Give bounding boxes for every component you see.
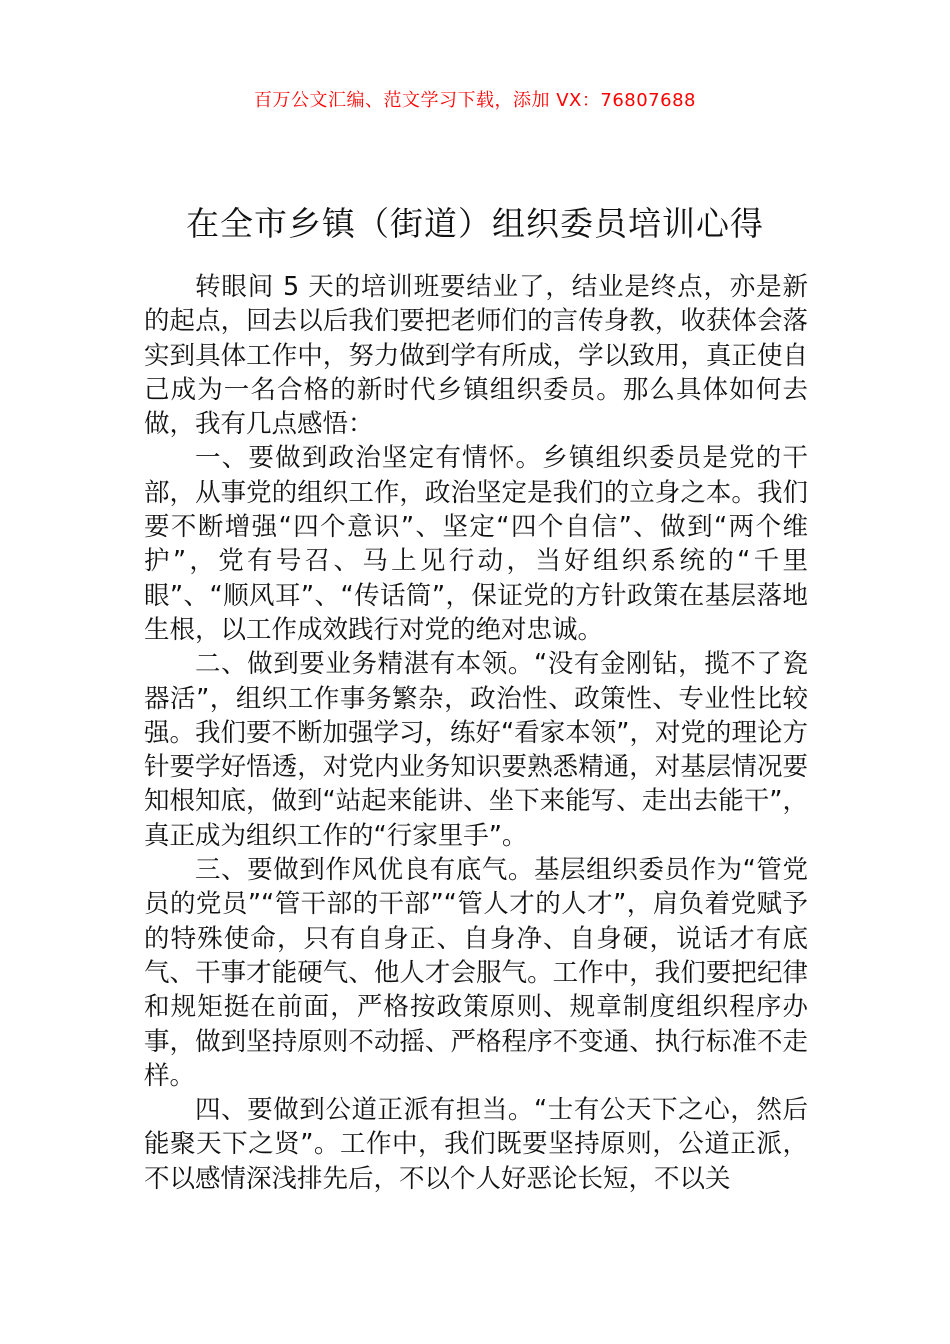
download-notice: 百万公文汇编、范文学习下载，添加 VX：76807688 xyxy=(254,90,696,111)
page-title: 在全市乡镇（街道）组织委员培训心得 xyxy=(186,204,764,244)
paragraph-intro: 转眼间 5 天的培训班要结业了，结业是终点，亦是新的起点，回去以后我们要把老师们的言传身教，收获体会落实到具体工作中，努力做到学有所成，学以致用，真正使自己成为一名合格的新时代乡镇组织委员。那么具体如何去做，我有几点感悟： xyxy=(144,272,808,440)
document-body xyxy=(144,270,808,1196)
paragraph-point-two: 二、做到要业务精湛有本领。“没有金刚钻，揽不了瓷器活”，组织工作事务繁杂，政治性、政策性、专业性比较强。我们要不断加强学习，练好“看家本领”，对党的理论方针要学好悟透，对党内业务知识要熟悉精通，对基层情况要知根知底，做到“站起来能讲、坐下来能写、走出去能干”，真正成为组织工作的“行家里手”。 xyxy=(144,649,808,851)
paragraph-point-one: 一、要做到政治坚定有情怀。乡镇组织委员是党的干部，从事党的组织工作，政治坚定是我们的立身之本。我们要不断增强“四个意识”、坚定“四个自信”、做到“两个维护”，党有号召、马上见行动，当好组织系统的“千里眼”、“顺风耳”、“传话筒”，保证党的方针政策在基层落地生根，以工作成效践行对党的绝对忠诚。 xyxy=(144,443,808,645)
paragraph-point-three: 三、要做到作风优良有底气。基层组织委员作为“管党员的党员”“管干部的干部”“管人才的人才”，肩负着党赋予的特殊使命，只有自身正、自身净、自身硬，说话才有底气、干事才能硬气、他人才会服气。工作中，我们要把纪律和规矩挺在前面，严格按政策原则、规章制度组织程序办事，做到坚持原则不动摇、严格程序不变通、执行标准不走样。 xyxy=(144,855,808,1091)
paragraph-point-four: 四、要做到公道正派有担当。“士有公天下之心，然后能聚天下之贤”。工作中，我们既要坚持原则，公道正派，不以感情深浅排先后，不以个人好恶论长短，不以关 xyxy=(144,1095,808,1194)
